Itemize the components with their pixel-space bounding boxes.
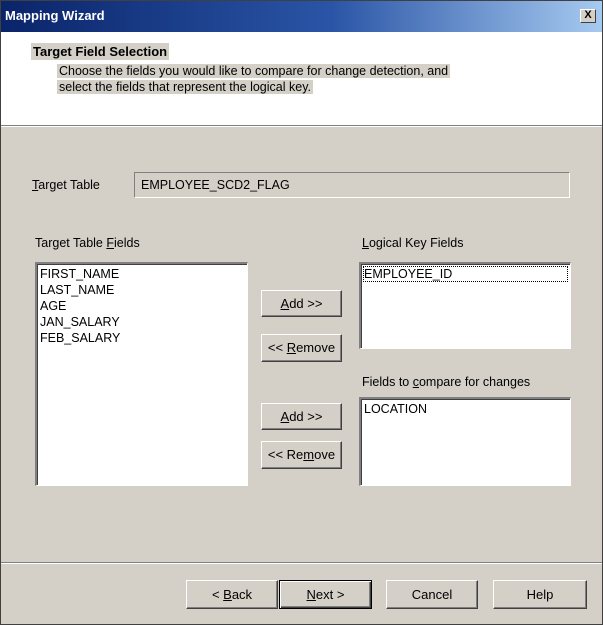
list-item[interactable]: EMPLOYEE_ID <box>363 266 568 282</box>
target-table-fields-list[interactable] <box>35 262 248 486</box>
footer-divider <box>1 562 602 564</box>
remove-compare-field-button[interactable]: << Remove <box>261 441 342 469</box>
next-button[interactable]: Next > <box>279 580 372 609</box>
list-item[interactable]: LOCATION <box>364 402 427 416</box>
target-table-field: EMPLOYEE_SCD2_FLAG <box>134 172 570 198</box>
logical-key-fields-list[interactable] <box>359 262 571 349</box>
title-bar[interactable] <box>1 1 602 32</box>
back-button[interactable]: < Back <box>186 580 278 609</box>
list-item[interactable]: AGE <box>40 299 67 313</box>
step-description-line-2: select the fields that represent the logical key. <box>59 80 311 94</box>
help-button[interactable]: Help <box>493 580 587 609</box>
target-table-fields-label: Target Table Fields <box>35 236 140 250</box>
cancel-button[interactable]: Cancel <box>386 580 478 609</box>
add-logical-key-button[interactable]: Add >> <box>261 290 342 317</box>
header-divider <box>1 125 602 127</box>
compare-fields-label: Fields to compare for changes <box>362 375 531 389</box>
step-title: Target Field Selection <box>33 44 168 59</box>
list-item[interactable]: JAN_SALARY <box>40 315 120 329</box>
wizard-header <box>1 32 602 125</box>
step-description <box>57 63 497 95</box>
add-compare-field-button[interactable]: Add >> <box>261 403 342 430</box>
remove-logical-key-button[interactable]: << Remove <box>261 334 342 362</box>
list-item[interactable]: LAST_NAME <box>40 283 115 297</box>
target-table-label: Target Table <box>32 178 100 192</box>
list-item[interactable]: FEB_SALARY <box>40 331 121 345</box>
list-item[interactable]: FIRST_NAME <box>40 267 120 281</box>
window-title: Mapping Wizard <box>5 8 105 23</box>
logical-key-fields-label: Logical Key Fields <box>362 236 464 250</box>
compare-fields-list[interactable] <box>359 397 571 486</box>
close-icon[interactable]: X <box>580 9 596 23</box>
step-description-line-1: Choose the fields you would like to compare for change detection, and <box>59 64 449 78</box>
